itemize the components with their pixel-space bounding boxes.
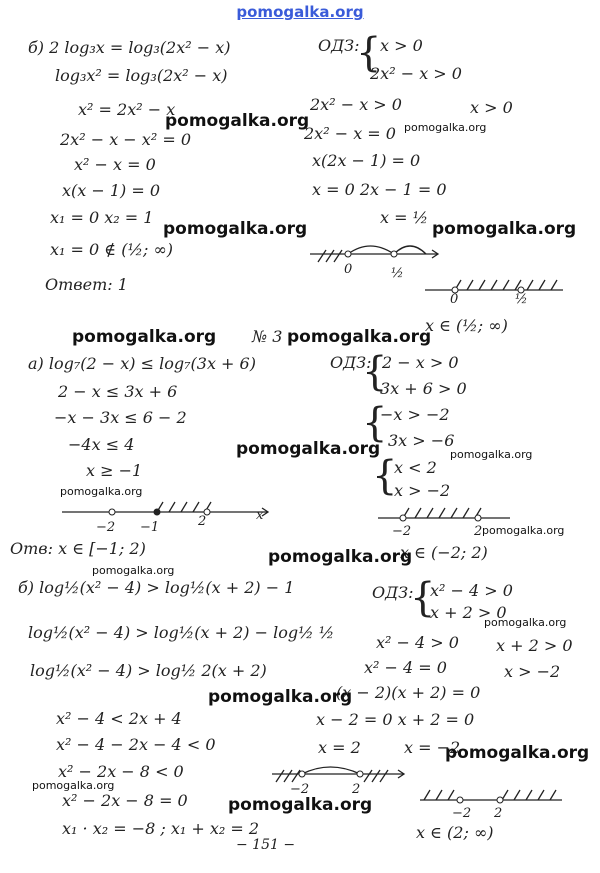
watermark-text: pomogalka.org bbox=[163, 219, 308, 239]
eq-line: x = 0 2x − 1 = 0 bbox=[312, 180, 447, 199]
eq-line: x + 2 > 0 bbox=[496, 636, 573, 655]
eq-line: −x − 3x ≤ 6 − 2 bbox=[54, 408, 187, 427]
tick-label: 2 bbox=[352, 782, 361, 797]
eq-line: x² − 2x − 8 = 0 bbox=[62, 791, 188, 810]
eq-line: б) log½(x² − 4) > log½(x + 2) − 1 bbox=[18, 578, 295, 597]
watermark-text: pomogalka.org bbox=[484, 616, 567, 629]
watermark-text: pomogalka.org bbox=[60, 485, 143, 498]
number-line-2 bbox=[425, 278, 565, 304]
eq-line: 2x² − x − x² = 0 bbox=[60, 130, 191, 149]
eq-line: (x − 2)(x + 2) = 0 bbox=[336, 683, 481, 702]
interval-result: x ∈ (2; ∞) bbox=[416, 823, 494, 842]
tick-label: −1 bbox=[140, 520, 160, 535]
odz-line: 3x + 6 > 0 bbox=[380, 379, 467, 398]
eq-line: x(2x − 1) = 0 bbox=[312, 151, 421, 170]
eq-line: −4x ≤ 4 bbox=[68, 435, 135, 454]
eq-line: 2x² − x > 0 bbox=[310, 95, 402, 114]
tick-label: ½ bbox=[391, 266, 404, 281]
odz-line: x > −2 bbox=[394, 481, 451, 500]
eq-line: x ≥ −1 bbox=[86, 461, 143, 480]
watermark-text: pomogalka.org bbox=[228, 795, 373, 815]
eq-line: x(x − 1) = 0 bbox=[62, 181, 161, 200]
tick-label: ½ bbox=[515, 292, 528, 307]
problem-number: № 3 bbox=[252, 327, 283, 346]
eq-line: x > −2 bbox=[504, 662, 561, 681]
tick-label: −2 bbox=[452, 806, 472, 821]
tick-label: 2 bbox=[198, 514, 207, 529]
tick-label: 0 bbox=[450, 292, 459, 307]
watermark-text: pomogalka.org bbox=[482, 524, 565, 537]
eq-line: 2x² − x = 0 bbox=[304, 124, 396, 143]
tick-label: −2 bbox=[96, 520, 116, 535]
answer-line: Ответ: 1 bbox=[45, 275, 128, 294]
page-number: − 151 − bbox=[236, 837, 296, 853]
system-brace: { bbox=[356, 30, 382, 76]
eq-line: x² − 4 < 2x + 4 bbox=[56, 709, 182, 728]
eq-line: x = ½ bbox=[380, 208, 429, 227]
eq-line: x² − 4 − 2x − 4 < 0 bbox=[56, 735, 216, 754]
interval-result: x ∈ (½; ∞) bbox=[425, 316, 508, 335]
tick-label: x bbox=[256, 508, 264, 523]
watermark-text: pomogalka.org bbox=[208, 687, 353, 707]
tick-label: 2 bbox=[494, 806, 503, 821]
odz-line: 2 − x > 0 bbox=[382, 353, 459, 372]
interval-result: x ∈ (−2; 2) bbox=[400, 543, 488, 562]
eq-line: x₁ = 0 ∉ (½; ∞) bbox=[50, 240, 174, 259]
eq-line: x² − 4 > 0 bbox=[376, 633, 459, 652]
eq-line: а) log₇(2 − x) ≤ log₇(3x + 6) bbox=[28, 354, 256, 373]
odz-line: x > 0 bbox=[380, 36, 423, 55]
odz-line: 2x² − x > 0 bbox=[370, 64, 462, 83]
system-brace: { bbox=[362, 349, 388, 395]
tick-label: 0 bbox=[344, 262, 353, 277]
watermark-text: pomogalka.org bbox=[236, 439, 381, 459]
tick-label: −2 bbox=[290, 782, 310, 797]
odz-line: −x > −2 bbox=[380, 405, 450, 424]
eq-line: x² − 2x − 8 < 0 bbox=[58, 762, 184, 781]
system-brace: { bbox=[410, 575, 436, 621]
eq-line: x² = 2x² − x bbox=[78, 100, 176, 119]
odz-label: ОДЗ: bbox=[318, 36, 360, 55]
watermark-text: pomogalka.org bbox=[165, 111, 310, 131]
odz-line: x < 2 bbox=[394, 458, 437, 477]
eq-line: x₁ = 0 x₂ = 1 bbox=[50, 208, 154, 227]
eq-line: x = 2 bbox=[318, 738, 361, 757]
eq-line: x − 2 = 0 x + 2 = 0 bbox=[316, 710, 475, 729]
watermark-text: pomogalka.org bbox=[445, 743, 590, 763]
eq-line: 2 − x ≤ 3x + 6 bbox=[58, 382, 178, 401]
eq-line: x² − x = 0 bbox=[74, 155, 156, 174]
number-line-a-left bbox=[62, 500, 272, 522]
eq-line: x₁ · x₂ = −8 ; x₁ + x₂ = 2 bbox=[62, 819, 260, 838]
answer-line: Отв: x ∈ [−1; 2) bbox=[10, 539, 146, 558]
eq-line: x² − 4 = 0 bbox=[364, 658, 447, 677]
odz-line: 3x > −6 bbox=[388, 431, 455, 450]
watermark-text: pomogalka.org bbox=[287, 327, 432, 347]
watermark-text: pomogalka.org bbox=[450, 448, 533, 461]
number-line-b2-right bbox=[420, 788, 565, 812]
eq-line: x > 0 bbox=[470, 98, 513, 117]
eq-line: x = −2 bbox=[404, 738, 461, 757]
watermark-text: pomogalka.org bbox=[404, 121, 487, 134]
odz-line: x² − 4 > 0 bbox=[430, 581, 513, 600]
watermark-text: pomogalka.org bbox=[72, 327, 217, 347]
watermark-text: pomogalka.org bbox=[268, 547, 413, 567]
tick-label: −2 bbox=[392, 524, 412, 539]
eq-line: log₃x² = log₃(2x² − x) bbox=[55, 66, 228, 85]
watermark-text: pomogalka.org bbox=[32, 779, 115, 792]
number-line-1 bbox=[310, 238, 440, 268]
site-watermark-header[interactable]: pomogalka.org bbox=[236, 3, 364, 21]
tick-label: 2 bbox=[474, 524, 483, 539]
system-brace: { bbox=[372, 453, 398, 499]
eq-line: б) 2 log₃x = log₃(2x² − x) bbox=[28, 38, 231, 57]
eq-line: log½(x² − 4) > log½ 2(x + 2) bbox=[30, 661, 267, 680]
odz-label: ОДЗ: bbox=[330, 353, 372, 372]
watermark-text: pomogalka.org bbox=[432, 219, 577, 239]
eq-line: log½(x² − 4) > log½(x + 2) − log½ ½ bbox=[28, 623, 335, 642]
odz-line: x + 2 > 0 bbox=[430, 603, 507, 622]
system-brace: { bbox=[362, 400, 388, 446]
watermark-text: pomogalka.org bbox=[92, 564, 175, 577]
odz-label: ОДЗ: bbox=[372, 583, 414, 602]
